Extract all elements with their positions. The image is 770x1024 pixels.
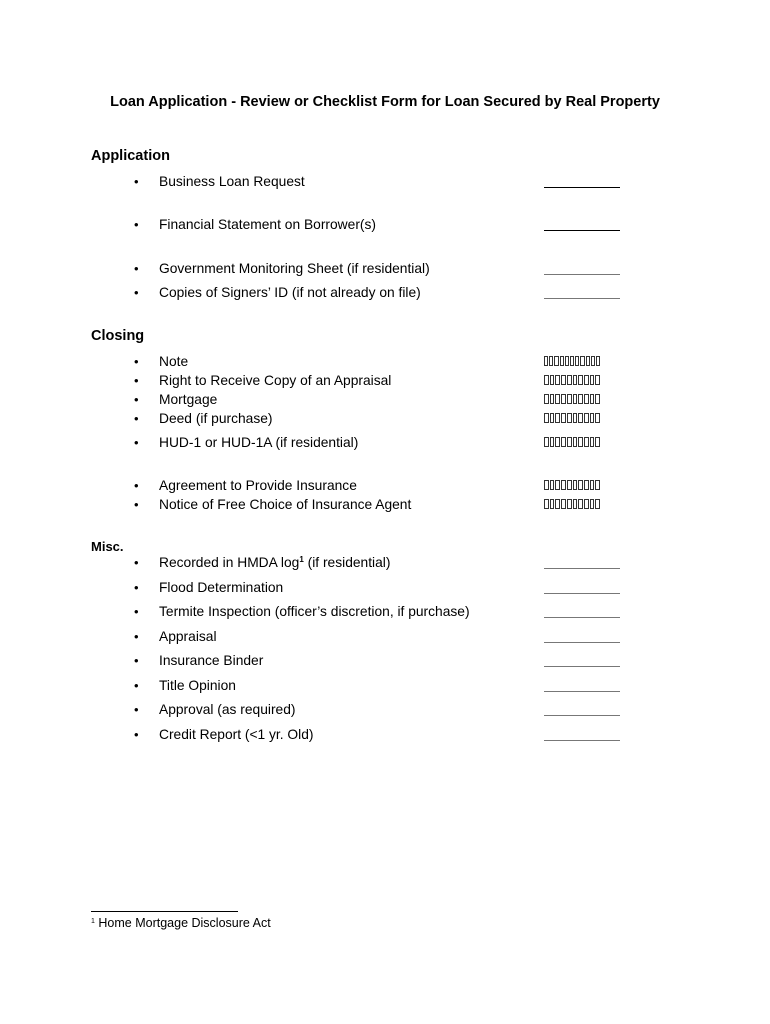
footnote-reference[interactable]: 1 [299,555,304,564]
bullet: • [134,727,139,742]
item-label: HUD-1 or HUD-1A (if residential) [159,435,359,450]
document-title: Loan Application - Review or Checklist Form for Loan Secured by Real Property [110,94,660,110]
checklist-item [0,628,770,646]
footnote [91,916,271,930]
checklist-item [0,391,770,409]
item-label: Right to Receive Copy of an Appraisal [159,373,392,388]
placeholder-boxes[interactable] [544,356,600,366]
checklist-item [0,701,770,719]
item-label: Termite Inspection (officer’s discretion, if purchase) [159,604,470,619]
section-heading-application: Application [91,148,170,164]
check-blank[interactable] [544,740,620,741]
item-label: Note [159,354,189,369]
checklist-item [0,496,770,514]
item-label: Business Loan Request [159,174,305,189]
checklist-item [0,216,770,234]
check-blank[interactable] [544,187,620,188]
check-blank[interactable] [544,230,620,231]
checklist-item [0,652,770,670]
placeholder-boxes[interactable] [544,375,600,385]
item-label: Mortgage [159,392,218,407]
item-label: Agreement to Provide Insurance [159,478,357,493]
bullet: • [134,604,139,619]
bullet: • [134,174,139,189]
item-label-text: Recorded in HMDA log [159,555,300,570]
bullet: • [134,217,139,232]
placeholder-boxes[interactable] [544,437,600,447]
item-label-suffix: (if residential) [303,555,391,570]
footnote-marker: 1 [91,918,95,925]
bullet: • [134,702,139,717]
placeholder-boxes[interactable] [544,480,600,490]
item-label: Flood Determination [159,580,284,595]
section-heading-closing: Closing [91,328,145,344]
check-blank[interactable] [544,715,620,716]
checklist-item [0,477,770,495]
item-label [159,554,390,572]
checklist-item [0,726,770,744]
item-label: Credit Report (<1 yr. Old) [159,727,314,742]
item-label: Deed (if purchase) [159,411,273,426]
placeholder-boxes[interactable] [544,394,600,404]
check-blank[interactable] [544,691,620,692]
bullet: • [134,629,139,644]
check-blank[interactable] [544,642,620,643]
checklist-item [0,603,770,621]
item-label: Copies of Signers’ ID (if not already on file) [159,285,421,300]
bullet: • [134,497,139,512]
section-heading-misc: Misc. [91,539,124,554]
checklist-item [0,353,770,371]
item-label: Title Opinion [159,678,236,693]
bullet: • [134,373,139,388]
bullet: • [134,261,139,276]
check-blank[interactable] [544,666,620,667]
footnote-text: Home Mortgage Disclosure Act [98,916,271,930]
check-blank[interactable] [544,298,620,299]
bullet: • [134,392,139,407]
bullet: • [134,478,139,493]
check-blank[interactable] [544,617,620,618]
checklist-item [0,434,770,452]
check-blank[interactable] [544,593,620,594]
footnote-separator [91,911,238,912]
bullet: • [134,435,139,450]
checklist-item [0,372,770,390]
item-label: Government Monitoring Sheet (if residential) [159,261,430,276]
placeholder-boxes[interactable] [544,499,600,509]
check-blank[interactable] [544,274,620,275]
placeholder-boxes[interactable] [544,413,600,423]
item-label: Insurance Binder [159,653,264,668]
bullet: • [134,580,139,595]
bullet: • [134,555,139,570]
checklist-item [0,173,770,191]
check-blank[interactable] [544,568,620,569]
checklist-item [0,579,770,597]
checklist-item [0,677,770,695]
bullet: • [134,285,139,300]
bullet: • [134,411,139,426]
item-label: Financial Statement on Borrower(s) [159,217,377,232]
item-label: Approval (as required) [159,702,296,717]
checklist-item [0,260,770,278]
item-label: Appraisal [159,629,217,644]
checklist-item [0,554,770,572]
item-label: Notice of Free Choice of Insurance Agent [159,497,412,512]
bullet: • [134,678,139,693]
bullet: • [134,354,139,369]
bullet: • [134,653,139,668]
checklist-item [0,284,770,302]
checklist-item [0,410,770,428]
